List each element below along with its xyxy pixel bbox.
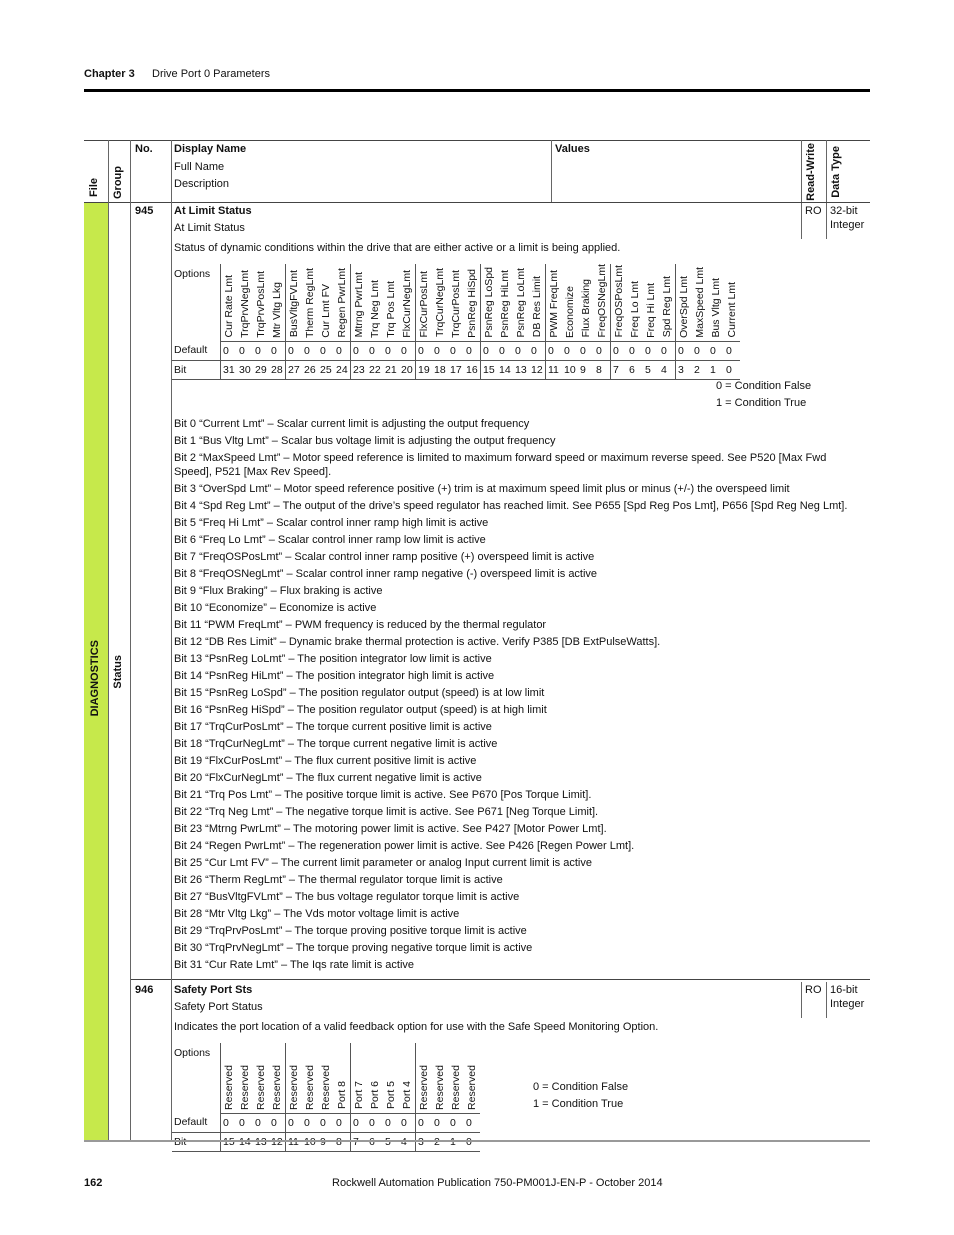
option-label: BusVltgFVLmt	[288, 270, 300, 338]
option-label: Port 5	[385, 1081, 397, 1110]
default-value: 0	[464, 1113, 480, 1132]
option-cell	[334, 1043, 351, 1113]
default-value: 0	[724, 341, 740, 360]
default-value: 0	[497, 341, 513, 360]
option-cell	[286, 1043, 303, 1113]
bit-description: Bit 16 “PsnReg HiSpd” – The position regulator output (speed) is at high limit	[174, 704, 547, 716]
bit-description: Bit 30 “TrqPrvNegLmt” – The torque proving negative torque limit is active	[174, 942, 533, 954]
col-rw-header: Read-Write	[805, 143, 817, 201]
default-value: 0	[237, 341, 253, 360]
option-cell	[253, 1043, 269, 1113]
option-cell	[253, 264, 269, 341]
bit-number: 6	[627, 360, 643, 379]
col-file-header: File	[88, 178, 100, 197]
option-cell	[302, 1043, 318, 1113]
default-value: 0	[253, 1113, 269, 1132]
default-value: 0	[237, 1113, 253, 1132]
bit-description: Bit 27 “BusVltgFVLmt” – The bus voltage regulator torque limit is active	[174, 891, 520, 903]
option-label: Reserved	[450, 1064, 462, 1110]
bit-description: Bit 25 “Cur Lmt FV” – The current limit parameter or analog Input current limit is active	[174, 857, 592, 869]
option-cell	[367, 1043, 383, 1113]
header-rule	[84, 89, 870, 92]
bit-number: 4	[659, 360, 676, 379]
param-946-rw: RO	[805, 984, 822, 996]
param-946-type-l1: 16-bit	[830, 984, 858, 996]
bit-description: Bit 26 “Therm RegLmt” – The thermal regulator torque limit is active	[174, 874, 503, 886]
default-value: 0	[286, 341, 303, 360]
bit-number: 10	[562, 360, 578, 379]
col-divider-values	[551, 140, 552, 202]
option-cell	[416, 264, 433, 341]
option-label: MaxSpeed Lmt	[694, 266, 706, 338]
option-cell	[318, 1043, 334, 1113]
col-divider-rw-head	[801, 140, 802, 202]
default-value: 0	[432, 1113, 448, 1132]
bit-number: 29	[253, 360, 269, 379]
col-type-header: Data Type	[830, 146, 842, 198]
rw-cell-left-946	[801, 982, 802, 1018]
bit-label: Bit	[172, 360, 221, 379]
bit-number: 28	[269, 360, 286, 379]
option-label: Trq Pos Lmt	[385, 280, 397, 338]
option-label: PsnReg HiSpd	[466, 268, 478, 338]
option-cell	[562, 264, 578, 341]
param-946-bit-table	[172, 1043, 480, 1152]
default-value: 0	[562, 341, 578, 360]
option-label: DB Res Limit	[531, 276, 543, 338]
option-label: Reserved	[239, 1064, 251, 1110]
option-cell	[351, 1043, 368, 1113]
option-label: Cur Lmt FV	[320, 283, 332, 338]
bit-number: 15	[481, 360, 498, 379]
default-value: 0	[253, 341, 269, 360]
bit-description: Bit 29 “TrqPrvPosLmt” – The torque proving positive torque limit is active	[174, 925, 527, 937]
option-cell	[464, 1043, 480, 1113]
option-label: Mtr Vltg Lkg	[271, 281, 283, 338]
bit-description: Bit 1 “Bus Vltg Lmt” – Scalar bus voltage limit is adjusting the output frequency	[174, 435, 556, 447]
default-value: 0	[643, 341, 659, 360]
option-label: Spd Reg Lmt	[661, 276, 673, 338]
bit-number: 1	[708, 360, 724, 379]
option-cell	[221, 264, 238, 341]
bit-number: 20	[399, 360, 416, 379]
option-cell	[659, 264, 676, 341]
bit-description: Bit 31 “Cur Rate Lmt” – The Iqs rate limit is active	[174, 959, 415, 971]
option-label: PsnReg LoSpd	[483, 266, 495, 338]
bit-description: Bit 9 “Flux Braking” – Flux braking is active	[174, 585, 383, 597]
bit-description: Bit 4 “Spd Reg Lmt” – The output of the drive’s speed regulator has reached limit. See P655 [Spd Reg Pos Lmt], P656 [Spd Reg Neg Lmt].	[174, 500, 848, 512]
default-value: 0	[416, 1113, 433, 1132]
param-945-display-name: At Limit Status	[174, 205, 252, 217]
bit-description: Bit 7 “FreqOSPosLmt” – Scalar control inner ramp positive (+) overspeed limit is active	[174, 551, 595, 563]
option-cell	[269, 1043, 286, 1113]
param-945-cond-false: 0 = Condition False	[716, 380, 812, 392]
default-value: 0	[513, 341, 529, 360]
param-946-cond-false: 0 = Condition False	[533, 1081, 629, 1093]
option-label: Trq Neg Lmt	[369, 279, 381, 338]
param-945-full-name: At Limit Status	[174, 222, 245, 234]
param-945-cond-true: 1 = Condition True	[716, 397, 807, 409]
option-cell	[692, 264, 708, 341]
bit-description: Bit 13 “PsnReg LoLmt” – The position integrator low limit is active	[174, 653, 492, 665]
option-cell	[351, 264, 368, 341]
option-cell	[708, 264, 724, 341]
rw-cell-right-945	[826, 203, 827, 239]
default-value: 0	[448, 1113, 464, 1132]
option-label: Flux Braking	[580, 279, 592, 338]
bit-description: Bit 14 “PsnReg HiLmt” – The position integrator high limit is active	[174, 670, 495, 682]
option-cell	[237, 1043, 253, 1113]
bit-number: 21	[383, 360, 399, 379]
bit-number: 5	[643, 360, 659, 379]
default-value: 0	[351, 1113, 368, 1132]
option-cell	[594, 264, 611, 341]
bit-number: 16	[464, 360, 481, 379]
default-value: 0	[627, 341, 643, 360]
bit-number: 2	[692, 360, 708, 379]
default-value: 0	[334, 341, 351, 360]
default-value: 0	[399, 341, 416, 360]
param-945-type-l2: Integer	[830, 219, 865, 231]
row-divider	[130, 979, 870, 980]
option-cell	[383, 264, 399, 341]
option-label: Bus Vltg Lmt	[710, 278, 722, 338]
option-cell	[513, 264, 529, 341]
option-cell	[464, 264, 481, 341]
default-value: 0	[367, 341, 383, 360]
option-label: Reserved	[223, 1064, 235, 1110]
default-value: 0	[659, 341, 676, 360]
option-label: PsnReg HiLmt	[499, 269, 511, 338]
option-cell	[529, 264, 546, 341]
rw-cell-left-945	[801, 203, 802, 239]
param-946-display-name: Safety Port Sts	[174, 984, 253, 996]
bit-description: Bit 6 “Freq Lo Lmt” – Scalar control inner ramp low limit is active	[174, 534, 486, 546]
option-cell	[448, 1043, 464, 1113]
option-cell	[399, 1043, 416, 1113]
option-label: Reserved	[466, 1064, 478, 1110]
bit-description: Bit 11 “PWM FreqLmt” – PWM frequency is reduced by the thermal regulator	[174, 619, 547, 631]
option-cell	[448, 264, 464, 341]
option-label: Reserved	[271, 1064, 283, 1110]
option-cell	[221, 1043, 238, 1113]
bit-number: 8	[594, 360, 611, 379]
default-value: 0	[481, 341, 498, 360]
option-cell	[676, 264, 693, 341]
option-cell	[399, 264, 416, 341]
default-label: Default	[172, 1113, 221, 1132]
option-label: Reserved	[418, 1064, 430, 1110]
default-value: 0	[448, 341, 464, 360]
option-label: Economize	[564, 285, 576, 338]
col-display-name-header: Display Name	[174, 143, 247, 155]
col-divider-file	[108, 140, 109, 1140]
option-label: Reserved	[320, 1064, 332, 1110]
bit-number: 9	[578, 360, 594, 379]
bit-description: Bit 22 “Trq Neg Lmt” – The negative torque limit is active. See P671 [Neg Torque Limit].	[174, 806, 599, 818]
option-label: Reserved	[255, 1064, 267, 1110]
default-value: 0	[318, 341, 334, 360]
default-value: 0	[221, 1113, 238, 1132]
option-cell	[302, 264, 318, 341]
param-945-description: Status of dynamic conditions within the drive that are either active or a limit is being applied.	[174, 242, 621, 254]
default-value: 0	[383, 1113, 399, 1132]
bit-description: Bit 28 “Mtr Vltg Lkg” – The Vds motor voltage limit is active	[174, 908, 460, 920]
bit-number: 13	[513, 360, 529, 379]
publication-info: Rockwell Automation Publication 750-PM001J-EN-P - October 2014	[332, 1177, 663, 1189]
option-label: Port 4	[401, 1081, 413, 1110]
bit-number: 17	[448, 360, 464, 379]
param-945-rw: RO	[805, 205, 822, 217]
option-label: FlxCurNegLmt	[401, 269, 413, 338]
default-value: 0	[432, 341, 448, 360]
option-cell	[269, 264, 286, 341]
option-label: TrqPrvNegLmt	[239, 269, 251, 338]
bit-description: Bit 19 “FlxCurPosLmt” – The flux current positive limit is active	[174, 755, 477, 767]
option-label: Cur Rate Lmt	[223, 275, 235, 338]
bit-number: 12	[529, 360, 546, 379]
option-label: Reserved	[288, 1064, 300, 1110]
default-label: Default	[172, 341, 221, 360]
bit-description: Bit 18 “TrqCurNegLmt” – The torque current negative limit is active	[174, 738, 498, 750]
option-cell	[724, 264, 740, 341]
default-value: 0	[594, 341, 611, 360]
option-label: TrqPrvPosLmt	[255, 270, 267, 338]
option-cell	[416, 1043, 433, 1113]
option-label: Mtrng PwrLmt	[353, 272, 365, 338]
col-divider-type-head	[826, 140, 827, 202]
option-label: Port 6	[369, 1081, 381, 1110]
default-value: 0	[286, 1113, 303, 1132]
option-cell	[643, 264, 659, 341]
bit-description: Bit 21 “Trq Pos Lmt” – The positive torque limit is active. See P670 [Pos Torque Limit].	[174, 789, 592, 801]
option-cell	[286, 264, 303, 341]
option-label: TrqCurPosLmt	[450, 269, 462, 338]
default-value: 0	[351, 341, 368, 360]
col-divider-group	[130, 140, 131, 1140]
group-label: Status	[112, 655, 124, 689]
table-top-rule	[84, 140, 870, 141]
option-label: Freq Hi Lmt	[645, 282, 657, 338]
default-value: 0	[611, 341, 628, 360]
default-value: 0	[269, 341, 286, 360]
bit-description: Bit 12 “DB Res Limit” – Dynamic brake thermal protection is active. Verify P385 [DB ExtPulseWatts].	[174, 636, 661, 648]
option-cell	[627, 264, 643, 341]
option-cell	[367, 264, 383, 341]
bit-description: Bit 15 “PsnReg LoSpd” – The position regulator output (speed) is at low limit	[174, 687, 545, 699]
default-value: 0	[578, 341, 594, 360]
option-cell	[497, 264, 513, 341]
default-value: 0	[416, 341, 433, 360]
bit-number: 24	[334, 360, 351, 379]
bit-number: 19	[416, 360, 433, 379]
options-label: Options	[174, 268, 211, 280]
default-value: 0	[399, 1113, 416, 1132]
chapter-label: Chapter 3	[84, 68, 135, 80]
default-value: 0	[676, 341, 693, 360]
bit-number: 22	[367, 360, 383, 379]
option-label: Reserved	[434, 1064, 446, 1110]
col-full-name-header: Full Name	[174, 161, 225, 173]
option-label: FreqOSPosLmt	[613, 265, 625, 338]
option-label: Reserved	[304, 1064, 316, 1110]
bit-number: 30	[237, 360, 253, 379]
bit-description: Bit 3 “OverSpd Lmt” – Motor speed reference positive (+) trim is at maximum speed limit plus or minus (+/-) the overspeed limit	[174, 483, 790, 495]
option-label: Current Lmt	[726, 282, 738, 338]
default-value: 0	[269, 1113, 286, 1132]
option-cell	[383, 1043, 399, 1113]
col-description-header: Description	[174, 178, 230, 190]
bit-number: 18	[432, 360, 448, 379]
bit-description: Bit 2 “MaxSpeed Lmt” – Motor speed reference is limited to maximum forward speed or maximum reverse speed. See P520 [Max Fwd Speed], P521 [Max Rev Speed].	[174, 452, 827, 478]
default-value: 0	[529, 341, 546, 360]
bit-number: 26	[302, 360, 318, 379]
param-946-cond-true: 1 = Condition True	[533, 1098, 624, 1110]
file-label: DIAGNOSTICS	[89, 640, 101, 717]
default-value: 0	[546, 341, 563, 360]
option-cell	[334, 264, 351, 341]
option-label: Port 7	[353, 1081, 365, 1110]
option-cell	[237, 264, 253, 341]
footer-rule	[84, 1140, 870, 1142]
col-values-header: Values	[555, 143, 590, 155]
option-label: FreqOSNegLmt	[596, 264, 608, 338]
bit-number: 7	[611, 360, 628, 379]
option-cell	[318, 264, 334, 341]
default-value: 0	[221, 341, 238, 360]
param-946-description: Indicates the port location of a valid feedback option for use with the Safe Speed Monitoring Option.	[174, 1021, 659, 1033]
option-label: OverSpd Lmt	[678, 275, 690, 338]
option-label: PWM FreqLmt	[548, 269, 560, 338]
default-value: 0	[708, 341, 724, 360]
header-bottom-rule	[84, 202, 870, 203]
option-label: PsnReg LoLmt	[515, 268, 527, 338]
bit-number: 3	[676, 360, 693, 379]
bit-number: 0	[724, 360, 740, 379]
option-label: Therm RegLmt	[304, 267, 316, 338]
bit-description: Bit 5 “Freq Hi Lmt” – Scalar control inner ramp high limit is active	[174, 517, 489, 529]
chapter-title: Drive Port 0 Parameters	[152, 68, 270, 80]
option-label: Port 8	[336, 1081, 348, 1110]
default-value: 0	[383, 341, 399, 360]
bit-description: Bit 24 “Regen PwrLmt” – The regeneration power limit is active. See P426 [Regen Power Lmt].	[174, 840, 635, 852]
param-945-bit-descriptions	[174, 417, 854, 975]
option-label: TrqCurNegLmt	[434, 268, 446, 338]
bit-description: Bit 10 “Economize” – Economize is active	[174, 602, 377, 614]
param-946-full-name: Safety Port Status	[174, 1001, 263, 1013]
default-value: 0	[692, 341, 708, 360]
bit-number: 11	[546, 360, 563, 379]
options-label: Options	[174, 1047, 211, 1059]
option-cell	[611, 264, 628, 341]
bit-description: Bit 0 “Current Lmt” – Scalar current limit is adjusting the output frequency	[174, 418, 530, 430]
rw-cell-right-946	[826, 982, 827, 1018]
page-number: 162	[84, 1177, 103, 1189]
option-cell	[578, 264, 594, 341]
param-945-number: 945	[135, 205, 154, 217]
option-cell	[546, 264, 563, 341]
bit-description: Bit 8 “FreqOSNegLmt” – Scalar control inner ramp negative (-) overspeed limit is active	[174, 568, 598, 580]
bit-number: 31	[221, 360, 238, 379]
option-label: FlxCurPosLmt	[418, 271, 430, 338]
param-946-number: 946	[135, 984, 154, 996]
option-cell	[481, 264, 498, 341]
default-value: 0	[464, 341, 481, 360]
param-946-type-l2: Integer	[830, 998, 865, 1010]
default-value: 0	[318, 1113, 334, 1132]
bit-number: 14	[497, 360, 513, 379]
default-value: 0	[302, 1113, 318, 1132]
default-value: 0	[367, 1113, 383, 1132]
bit-description: Bit 20 “FlxCurNegLmt” – The flux current negative limit is active	[174, 772, 482, 784]
option-cell	[432, 1043, 448, 1113]
col-no-header: No.	[135, 143, 153, 155]
option-label: Regen PwrLmt	[336, 268, 348, 338]
option-cell	[432, 264, 448, 341]
default-value: 0	[334, 1113, 351, 1132]
bit-number: 27	[286, 360, 303, 379]
bit-number: 25	[318, 360, 334, 379]
default-value: 0	[302, 341, 318, 360]
bit-description: Bit 17 “TrqCurPosLmt” – The torque current positive limit is active	[174, 721, 492, 733]
bit-number: 23	[351, 360, 368, 379]
bit-description: Bit 23 “Mtrng PwrLmt” – The motoring power limit is active. See P427 [Motor Power Lmt].	[174, 823, 607, 835]
param-945-bit-table	[172, 264, 740, 380]
col-group-header: Group	[112, 166, 124, 199]
param-945-type-l1: 32-bit	[830, 205, 858, 217]
option-label: Freq Lo Lmt	[629, 280, 641, 338]
